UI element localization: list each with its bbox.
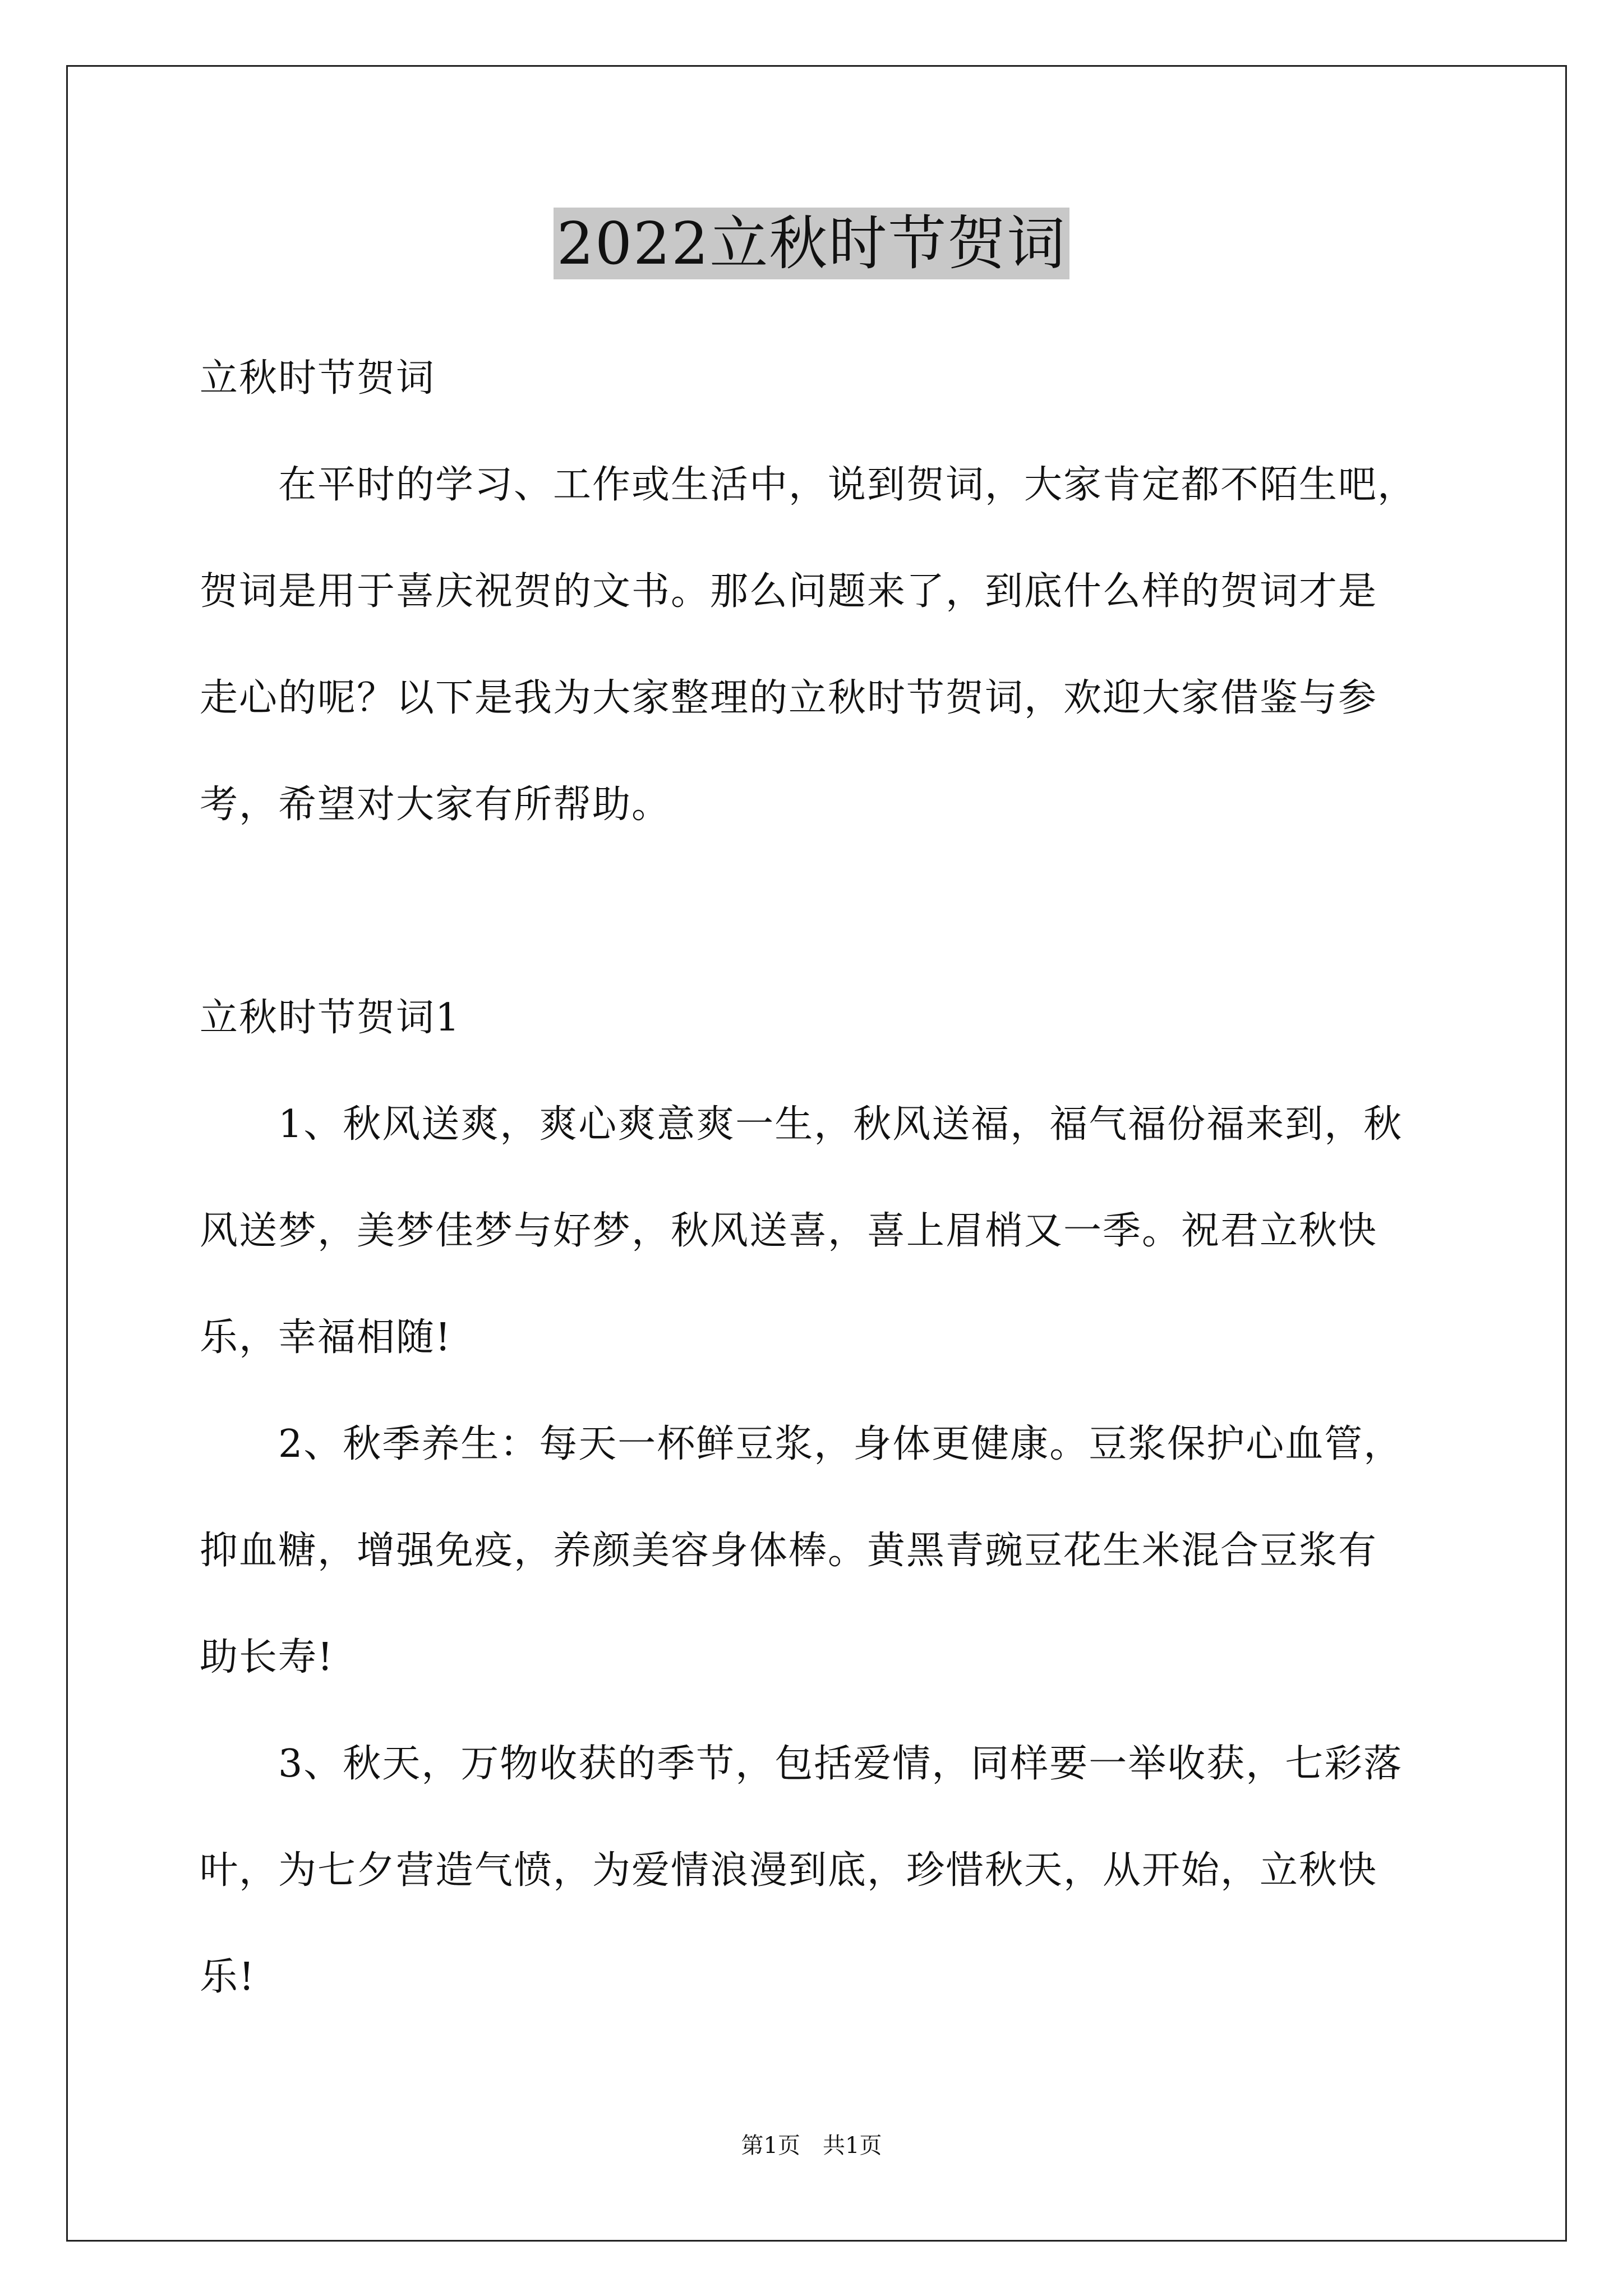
item-line: 乐!	[200, 1955, 256, 1999]
item-line: 风送梦，美梦佳梦与好梦，秋风送喜，喜上眉梢又一季。祝君立秋快	[200, 1209, 1378, 1253]
intro-line: 在平时的学习、工作或生活中，说到贺词，大家肯定都不陌生吧，	[278, 463, 1417, 507]
item-line: 1、秋风送爽，爽心爽意爽一生，秋风送福，福气福份福来到，秋	[278, 1102, 1403, 1147]
item-line: 抑血糖，增强免疫，养颜美容身体棒。黄黑青豌豆花生米混合豆浆有	[200, 1529, 1378, 1573]
item-line: 助长寿!	[200, 1635, 334, 1680]
intro-line: 贺词是用于喜庆祝贺的文书。那么问题来了，到底什么样的贺词才是	[200, 569, 1378, 614]
page-footer: 第1页 共1页	[741, 2133, 882, 2159]
subtitle: 立秋时节贺词	[200, 356, 436, 401]
title-container	[0, 208, 1623, 279]
item-line: 叶，为七夕营造气愤，为爱情浪漫到底，珍惜秋天，从开始，立秋快	[200, 1848, 1378, 1893]
section-heading: 立秋时节贺词1	[200, 996, 461, 1040]
intro-line: 考，希望对大家有所帮助。	[200, 783, 671, 827]
intro-line: 走心的呢？以下是我为大家整理的立秋时节贺词，欢迎大家借鉴与参	[200, 676, 1378, 720]
item-line: 2、秋季养生：每天一杯鲜豆浆，身体更健康。豆浆保护心血管，	[278, 1422, 1403, 1466]
item-line: 乐，幸福相随!	[200, 1315, 452, 1360]
document-title: 2022立秋时节贺词	[554, 208, 1070, 279]
item-line: 3、秋天，万物收获的季节，包括爱情，同样要一举收获，七彩落	[278, 1742, 1403, 1786]
